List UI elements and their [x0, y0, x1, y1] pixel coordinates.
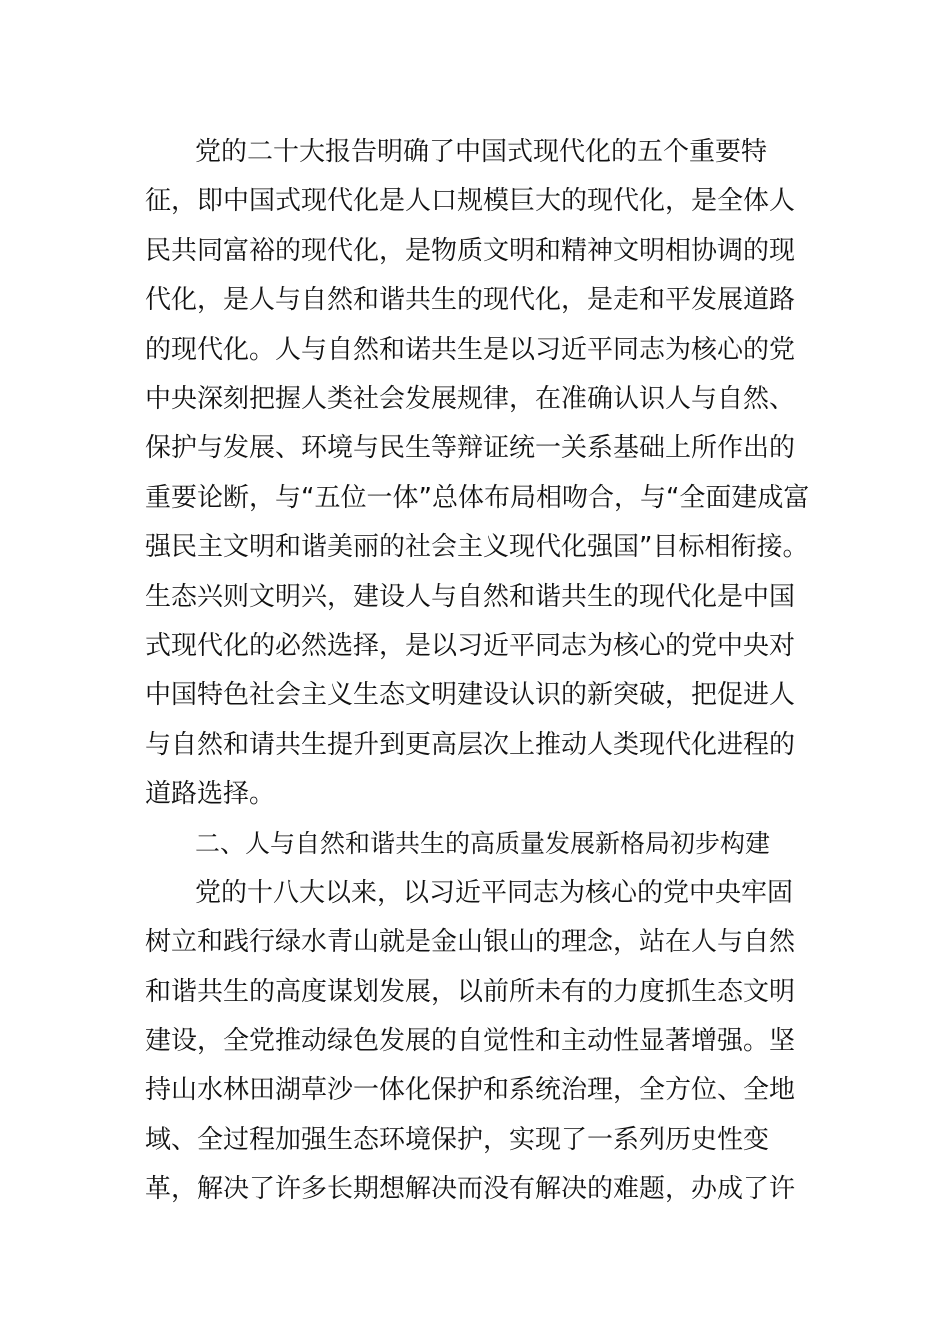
paragraph-1-line-12: 中国特色社会主义生态文明建设认识的新突破，把促进人: [145, 680, 796, 711]
section-heading: 二、人与自然和谐共生的高质量发展新格局初步构建: [195, 829, 771, 859]
paragraph-2-line-1: 党的十八大以来，以习近平同志为核心的党中央牢固: [195, 877, 794, 908]
paragraph-1-line-13: 与自然和请共生提升到更高层次上推动人类现代化进程的: [145, 729, 796, 760]
paragraph-2-line-4: 建设，全党推动绿色发展的自觉性和主动性显著增强。坚: [145, 1026, 796, 1057]
paragraph-2-line-2: 树立和践行绿水青山就是金山银山的理念，站在人与自然: [145, 927, 796, 958]
paragraph-1-line-2: 征，即中国式现代化是人口规模巨大的现代化，是全体人: [145, 186, 796, 217]
paragraph-2-line-3: 和谐共生的高度谋划发展，以前所未有的力度抓生态文明: [145, 976, 796, 1007]
paragraph-1-line-5: 的现代化。人与自然和诺共生是以习近平同志为核心的党: [145, 334, 796, 365]
paragraph-1-line-8: 重要论断，与“五位一体”总体布局相吻合，与“全面建成富: [145, 482, 809, 513]
paragraph-1-line-4: 代化，是人与自然和谐共生的现代化，是走和平发展道路: [145, 285, 796, 316]
paragraph-1-line-1: 党的二十大报告明确了中国式现代化的五个重要特: [195, 137, 768, 167]
paragraph-1-line-9: 强民主文明和谐美丽的社会主义现代化强国”目标相衔接。: [145, 532, 809, 563]
paragraph-1-line-11: 式现代化的必然选择，是以习近平同志为核心的党中央对: [145, 630, 796, 661]
document-body: [145, 128, 809, 1215]
paragraph-1-line-3: 民共同富裕的现代化，是物质文明和精神文明相协调的现: [145, 235, 796, 266]
paragraph-2-line-6: 域、全过程加强生态环境保护，实现了一系列历史性变: [145, 1124, 770, 1155]
paragraph-1-line-10: 生态兴则文明兴，建设人与自然和谐共生的现代化是中国: [145, 581, 796, 612]
paragraph-2-line-7: 革，解决了许多长期想解决而没有解决的难题，办成了许: [145, 1174, 796, 1205]
paragraph-2-line-5: 持山水林田湖草沙一体化保护和系统治理，全方位、全地: [145, 1075, 796, 1106]
paragraph-1-line-6: 中央深刻把握人类社会发展规律，在准确认识人与自然、: [145, 383, 796, 414]
paragraph-1-line-14: 道路选择。: [145, 779, 276, 810]
paragraph-1-line-7: 保护与发展、环境与民生等辩证统一关系基础上所作出的: [145, 433, 796, 464]
